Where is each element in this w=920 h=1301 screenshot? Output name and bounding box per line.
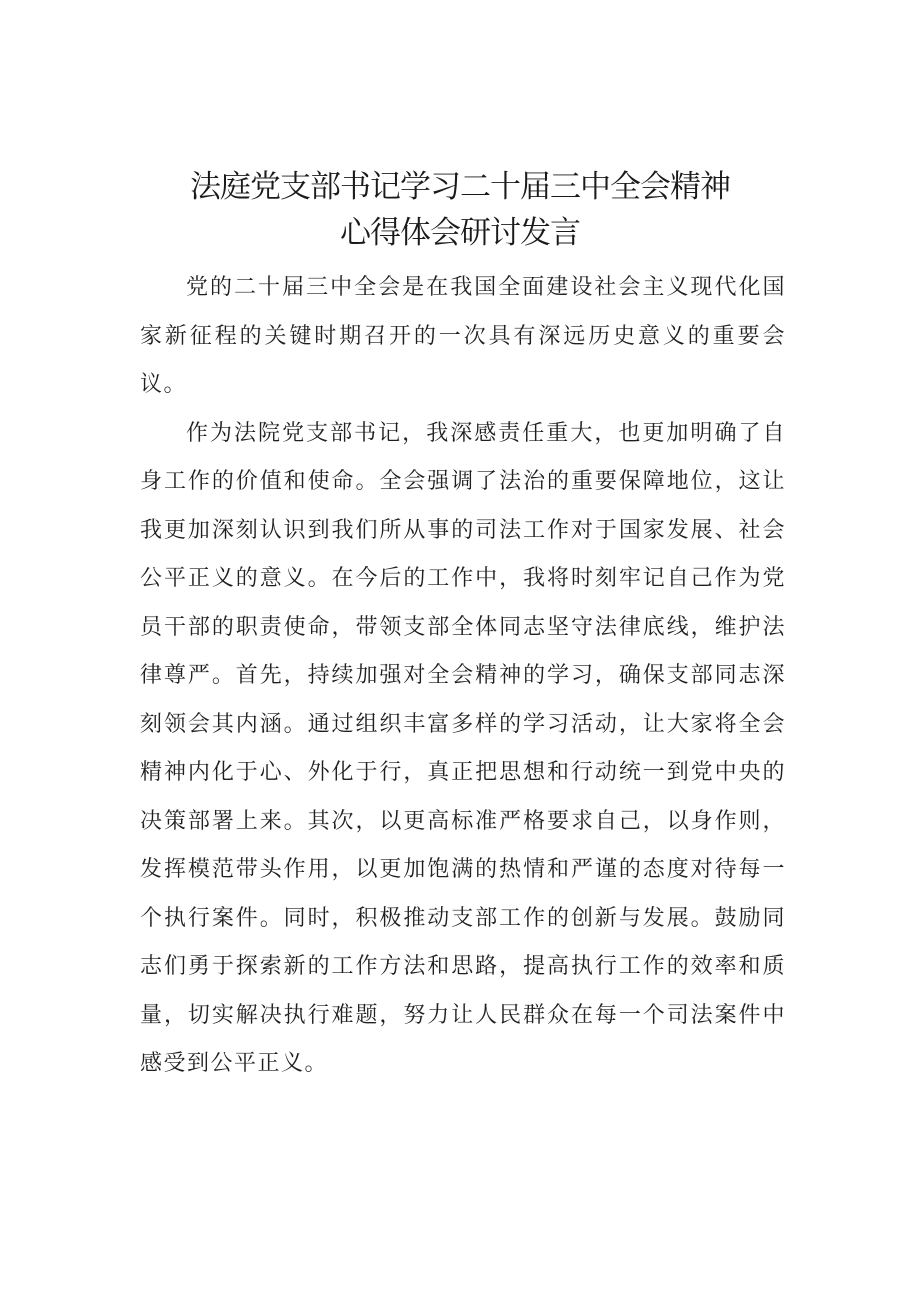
paragraph-1: 党的二十届三中全会是在我国全面建设社会主义现代化国家新征程的关键时期召开的一次具有深远历史意义的重要会议。 [140,275,786,397]
document-body [140,264,786,1089]
document-title [60,164,860,256]
title-line-2: 心得体会研讨发言 [340,214,580,251]
title-line-1: 法庭党支部书记学习二十届三中全会精神 [190,168,730,205]
paragraph-2: 作为法院党支部书记，我深感责任重大，也更加明确了自身工作的价值和使命。全会强调了法治的重要保障地位，这让我更加深刻认识到我们所从事的司法工作对于国家发展、社会公平正义的意义。在今后的工作中，我将时刻牢记自己作为党员干部的职责使命，带领支部全体同志坚守法律底线，维护法律尊严。首先，持续加强对全会精神的学习，确保支部同志深刻领会其内涵。通过组织丰富多样的学习活动，让大家将全会精神内化于心、外化于行，真正把思想和行动统一到党中央的决策部署上来。其次，以更高标准严格要求自己，以身作则，发挥模范带头作用，以更加饱满的热情和严谨的态度对待每一个执行案件。同时，积极推动支部工作的创新与发展。鼓励同志们勇于探索新的工作方法和思路，提高执行工作的效率和质量，切实解决执行难题，努力让人民群众在每一个司法案件中感受到公平正义。 [140,420,786,1076]
